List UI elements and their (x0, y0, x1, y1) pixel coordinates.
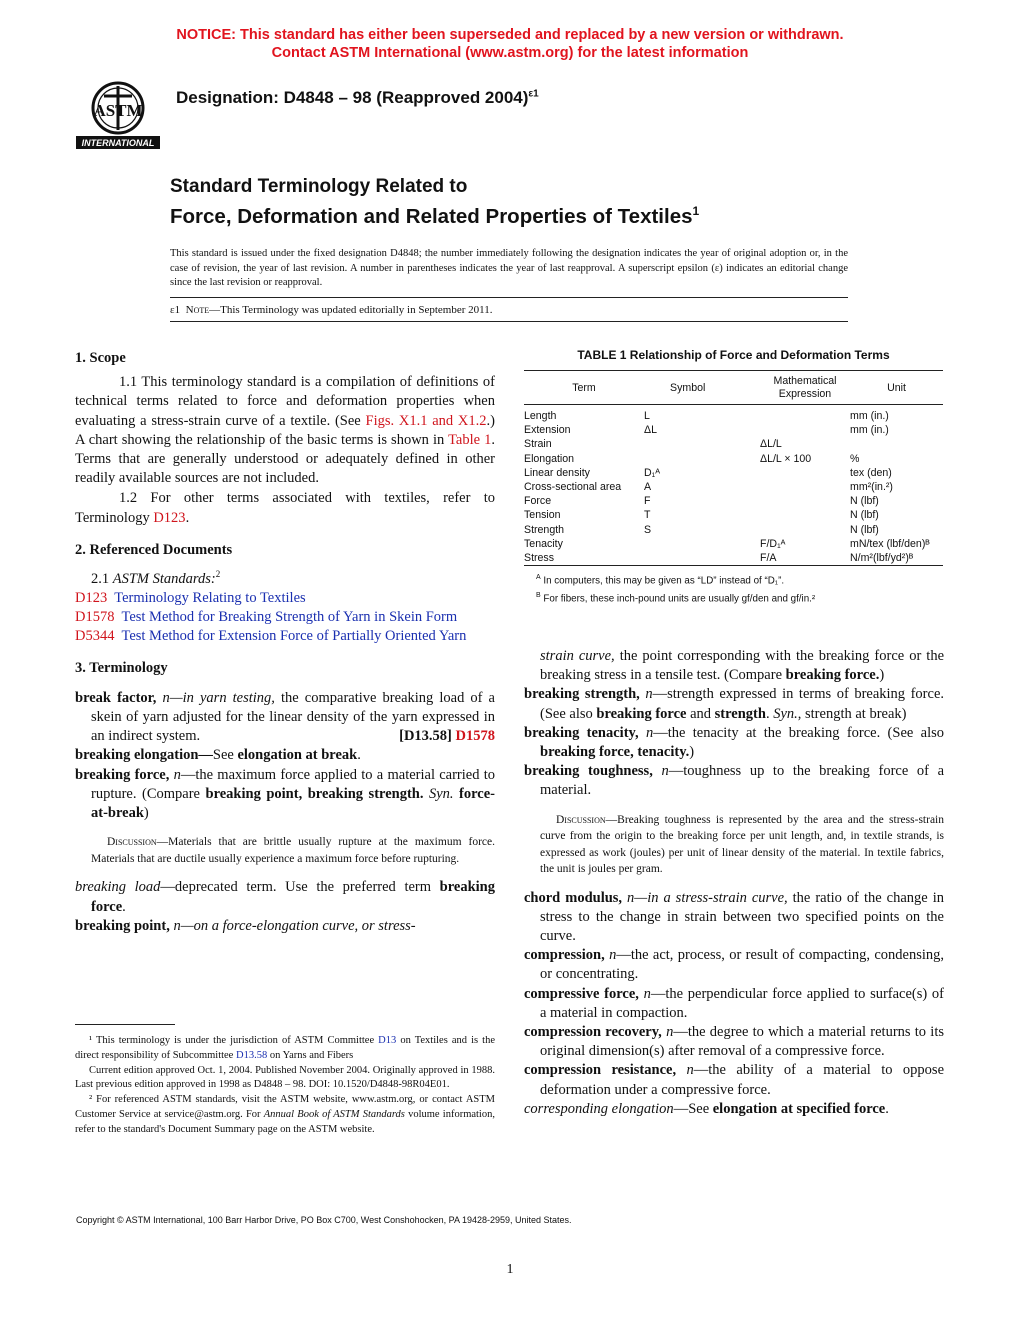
issuance-note: This standard is issued under the fixed designation D4848; the number immediately following the designation indicates the year of original adoption or, in the case of revision, the year of last revision. A number in parentheses indicates the year of last reapproval. A superscript epsilon (ε) indicates an editorial change since the last revision or reapproval. (170, 248, 848, 288)
term-break-factor: break factor, n—in yarn testing, the comparative breaking load of a skein of yarn adjusted for the linear density of the yarn expressed in an indirect system. [D13.58] D1578 (75, 689, 495, 745)
table-note-b: $^B$ For fibers, these inch-pound units are usually gf/den and gf/in.² (536, 591, 816, 604)
table1-link[interactable]: Table 1 (448, 431, 492, 448)
notice-line-1: NOTICE: This standard has either been superseded and replaced by a new version or withdrawn. (176, 27, 844, 43)
term-compression-recovery: compression recovery, n—the degree to which a material returns to its original dimension(s) after removal of a compressive force. (524, 1024, 945, 1060)
footnote-1-edition: Current edition approved Oct. 1, 2004. Published November 2004. Originally approved in 1988. Last previous edition approved in 1998 as D4848 – 98. DOI: 10.1520/D4848-98R04E01. (75, 1064, 495, 1091)
supersede-notice (0, 26, 1020, 62)
scope-1-2: 1.2 For other terms associated with textiles, refer to Terminology D123. (75, 490, 495, 526)
table-body (524, 370, 943, 566)
ref-item[interactable]: D1578 Test Method for Breaking Strength of Yarn in Skein Form (75, 609, 458, 626)
astm-standards-label: 2.1 ASTM Standards:$^2$ (91, 569, 221, 587)
col-header: Mathematical Expression (773, 375, 837, 400)
ref-item[interactable]: D5344 Test Method for Extension Force of Partially Oriented Yarn (75, 628, 467, 645)
svg-text:ASTM: ASTM (93, 101, 143, 120)
term-breaking-tenacity: breaking tenacity, n—the tenacity at the breaking force. (See also breaking force, tenacity.) (524, 724, 945, 761)
term-breaking-toughness: breaking toughness, n—toughness up to the breaking force of a material. (524, 763, 945, 799)
table-row: Length L mm (in.) (524, 410, 889, 422)
table-row: Elongation ΔL/L × 100 % (524, 452, 860, 465)
scope-1-1: 1.1 This terminology standard is a compilation of definitions of technical terms related to force and deformation properties when evaluating a stress-strain curve of a textile. (See Figs. X1.1 and X1.2.) A chart showing the relationship of the basic terms is shown in Table 1. Terms that are generally understood or adequately defined in other readily available sources are not included. (75, 374, 495, 487)
divider (170, 297, 848, 298)
right-column (524, 647, 944, 1119)
ref-item[interactable]: D123 Terminology Relating to Textiles (75, 590, 306, 607)
section-heading-terminology: 3. Terminology (75, 659, 168, 676)
table-row: Tension T N (lbf) (524, 509, 879, 522)
table-row: Strength S N (lbf) (524, 523, 879, 536)
term-breaking-strength: breaking strength, n—strength expressed in terms of breaking force. (See also breaking force and strength. Syn., strength at break) (524, 686, 945, 722)
table-row: Extension ΔL mm (in.) (524, 424, 889, 437)
term-breaking-load: breaking load—deprecated term. Use the preferred term breaking force. (75, 879, 495, 915)
title-line-2: Force, Deformation and Related Properties of Textiles$^1$ (170, 204, 700, 228)
table-row: Force F N (lbf) (524, 495, 879, 508)
table-1 (524, 348, 943, 606)
footnote-1: ¹ This terminology is under the jurisdiction of ASTM Committee D13 on Textiles and is the direct responsibility of Subcommittee D13.58 on Yarns and Fibers (75, 1035, 495, 1061)
table-note-a: $^A$ In computers, this may be given as “LD” instead of “D₁”. (536, 574, 785, 587)
title-line-1: Standard Terminology Related to (170, 176, 468, 197)
table-row: Tenacity F/D₁ᴬ mN/tex (lbf/den)ᴮ (524, 537, 930, 550)
footnote-divider (75, 1024, 175, 1025)
divider (170, 321, 848, 322)
section-heading-refdocs: 2. Referenced Documents (75, 541, 233, 558)
term-breaking-point: breaking point, n—on a force-elongation curve, or stress- (75, 917, 416, 934)
document-title (170, 174, 699, 229)
term-compression-resistance: compression resistance, n—the ability of a material to oppose deformation under a compressive force. (524, 1062, 945, 1098)
figs-link[interactable]: Figs. X1.1 and X1.2 (365, 412, 487, 429)
col-header: Unit (887, 381, 906, 394)
table-row: Cross-sectional area A mm²(in.²) (524, 481, 893, 494)
col-header: Symbol (670, 381, 706, 394)
d1578-link[interactable]: D1578 (455, 728, 495, 745)
left-column (75, 349, 495, 936)
discussion-breaking-force: Discussion—Materials that are brittle usually rupture at the maximum force. Materials that are ductile usually experience a maximum force before rupturing. (91, 836, 495, 865)
d123-link[interactable]: D123 (153, 509, 186, 526)
copyright: Copyright © ASTM International, 100 Barr Harbor Drive, PO Box C700, West Conshohocken, PA 19428-2959, United States. (76, 1215, 572, 1225)
astm-logo (74, 80, 164, 152)
epsilon-note: ε1 Note—This Terminology was updated editorially in September 2011. (170, 304, 493, 316)
page-number: 1 (506, 1262, 514, 1277)
term-breaking-force: breaking force, n—the maximum force applied to a material carried to rupture. (Compare breaking point, breaking strength. Syn. force-at-break) (75, 766, 496, 822)
term-breaking-point-continued: strain curve, the point corresponding with the breaking force or the breaking stress in a tensile test. (Compare breaking force.) (540, 648, 945, 684)
table-caption: TABLE 1 Relationship of Force and Deformation Terms (577, 348, 890, 362)
table-row: Strain ΔL/L (524, 438, 782, 451)
table-row: Stress F/A N/m²(lbf/yd²)ᴮ (524, 551, 943, 566)
footnotes (75, 1034, 495, 1138)
term-corresponding-elongation: corresponding elongation—See elongation at specified force. (524, 1100, 889, 1117)
col-header: Term (572, 381, 596, 394)
section-heading-scope: 1. Scope (75, 350, 126, 366)
designation: Designation: D4848 – 98 (Reapproved 2004)$^{\varepsilon 1}$ (176, 88, 539, 107)
discussion-breaking-toughness: Discussion—Breaking toughness is represented by the area and the stress-strain curve from the origin to the breaking force per unit length, and, in textile strands, is expressed as work (joules) per unit of linear density of the material. In textile fabrics, the unit is joules per gram. (540, 813, 944, 876)
term-compressive-force: compressive force, n—the perpendicular force applied to surface(s) of a material in compaction. (524, 985, 945, 1021)
svg-text:INTERNATIONAL: INTERNATIONAL (81, 138, 155, 148)
d13-58-link[interactable]: D13.58 (235, 1049, 268, 1061)
term-breaking-elongation: breaking elongation—See elongation at break. (75, 747, 361, 764)
table-row: Linear density D₁ᴬ tex (den) (524, 466, 892, 479)
d13-link[interactable]: D13 (378, 1035, 397, 1046)
term-compression: compression, n—the act, process, or result of compacting, condensing, or concentrating. (524, 947, 944, 983)
footnote-2: ² For referenced ASTM standards, visit the ASTM website, www.astm.org, or contact ASTM Customer Service at service@astm.org. For Annual Book of ASTM Standards volume information, refer to the standard's Document Summary page on the ASTM website. (75, 1094, 495, 1135)
term-chord-modulus: chord modulus, n—in a stress-strain curve, the ratio of the change in stress to the change in strain between two specified points on the curve. (524, 889, 944, 945)
notice-line-2: Contact ASTM International (www.astm.org) for the latest information (271, 45, 749, 61)
